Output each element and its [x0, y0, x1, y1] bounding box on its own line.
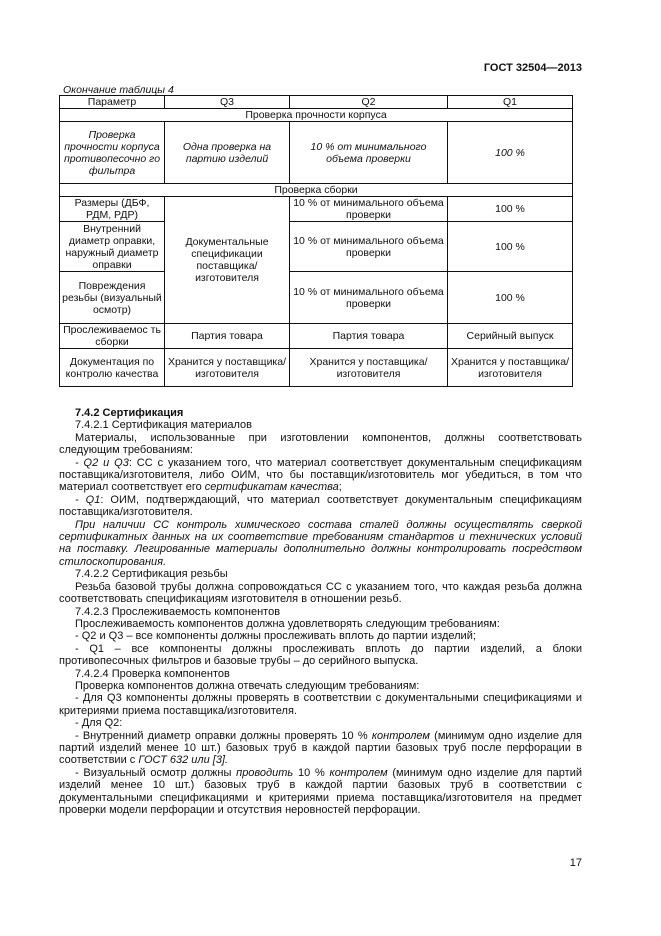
paragraph: Материалы, использованные при изготовлении компонентов, должны соответствовать следующим требованиям:: [59, 431, 582, 457]
paragraph: Прослеживаемость компонентов должна удовлетворять следующим требованиям:: [75, 617, 500, 630]
table-row: [60, 349, 573, 387]
cell-q3: Партия товара: [165, 324, 290, 349]
subsection-heading: 7.4.2.4 Проверка компонентов: [75, 667, 230, 680]
paragraph: - Для Q3 компоненты должны проверять в соответствии с документальными спецификациями и критериями приема поставщика/изготовителя.: [59, 692, 582, 717]
paragraph: Проверка компонентов должна отвечать следующим требованиям:: [75, 679, 420, 692]
cell-q2: 10 % от минимального объема проверки: [290, 222, 448, 272]
cell-q3: Хранится у поставщика/ изготовителя: [165, 349, 290, 387]
subsection-heading: 7.4.2.1 Сертификация материалов: [75, 419, 252, 432]
col-header-q3: Q3: [165, 96, 290, 109]
cell-q1: Серийный выпуск: [448, 324, 573, 349]
cell-q3: Одна проверка на партию изделий: [165, 122, 290, 184]
cell-q1: 100 %: [448, 122, 573, 184]
cell-q1: 100 %: [448, 197, 573, 222]
cell-q1: Хранится у поставщика/ изготовителя: [448, 349, 573, 387]
cell-q2: Партия товара: [290, 324, 448, 349]
cell-q2: 10 % от минимального объема проверки: [290, 197, 448, 222]
paragraph: - Q1: ОИМ, подтверждающий, что материал соответствует документальным спецификациям поставщика/изготовителя.: [59, 493, 582, 519]
subsection-heading: 7.4.2.2 Сертификация резьбы: [75, 568, 228, 581]
paragraph: - Визуальный осмотр должны проводить 10 % контролем (минимум одно изделие для партий изделий менее 10 шт.) базовых труб в каждой партии базовых труб в соответствии с документальными спецификациями и критериями приема поставщика/изготовителя на предмет проверки модели перфорации и отсутствия неровностей перфорации.: [59, 766, 583, 816]
standard-header: ГОСТ 32504—2013: [483, 62, 582, 74]
subsection-heading: 7.4.2.3 Прослеживаемость компонентов: [75, 605, 281, 618]
table-row: [60, 222, 573, 272]
paragraph: - Внутренний диаметр оправки должны проверять 10 % контролем (минимум одно изделие для партий изделий менее 10 шт.) базовых труб в каждой партии базовых труб после перфорации в соответствии с ГОСТ 632 или [3].: [59, 729, 582, 767]
cell-param: Проверка прочности корпуса противопесочно го фильтра: [60, 122, 165, 184]
cell-param: Размеры (ДБФ, РДМ, РДР): [60, 197, 165, 222]
col-header-param: Параметр: [60, 96, 165, 109]
cell-q3-assembly: Документальные спецификации поставщика/ изготовителя: [165, 197, 290, 324]
section-7-4-2: [59, 407, 582, 816]
cell-param: Внутренний диаметр оправки, наружный диаметр оправки: [60, 222, 165, 272]
cell-q2: 10 % от минимального объема проверки: [290, 122, 448, 184]
paragraph-italic: При наличии СС контроль химического состава сталей должны осуществлять сверкой сертификатных данных на их соответствие требованиям стандартов и технических условий на поставку. Легированные материалы дополнительно должны контролировать посредством стилоскопирования.: [59, 518, 582, 568]
table-caption: Окончание таблицы 4: [63, 84, 174, 96]
table-row: [60, 324, 573, 349]
cell-q1: 100 %: [448, 222, 573, 272]
table-header-row: [60, 96, 573, 109]
cell-param: Прослеживаемос ть сборки: [60, 324, 165, 349]
section-strength: Проверка прочности корпуса: [60, 109, 573, 122]
paragraph: - Q1 – все компоненты должны прослеживать вплоть до партии изделий, а блоки противопесочных фильтров и базовые трубы – до серийного выпуска.: [59, 642, 582, 668]
table-4: [59, 95, 573, 387]
cell-q1: 100 %: [448, 272, 573, 324]
table-row: [60, 197, 573, 222]
cell-q2: 10 % от минимального объема проверки: [290, 272, 448, 324]
col-header-q2: Q2: [290, 96, 448, 109]
cell-param: Документация по контролю качества: [60, 349, 165, 387]
paragraph: - Q2 и Q3 – все компоненты должны прослеживать вплоть до партии изделий;: [75, 630, 476, 643]
col-header-q1: Q1: [448, 96, 573, 109]
page-number: 17: [569, 857, 582, 869]
cell-param: Повреждения резьбы (визуальный осмотр): [60, 272, 165, 324]
section-heading: 7.4.2 Сертификация: [75, 407, 184, 419]
cell-q2: Хранится у поставщика/ изготовителя: [290, 349, 448, 387]
paragraph: - Q2 и Q3: СС с указанием того, что материал соответствует документальным спецификациям поставщика/изготовителя, либо ОИМ, что бы поставщик/изготовитель мог убедиться, в том что материал соответствует его сертификатам качества;: [59, 456, 582, 494]
paragraph: - Для Q2:: [75, 717, 123, 730]
table-row: [60, 272, 573, 324]
paragraph: Резьба базовой трубы должна сопровождаться СС с указанием того, что каждая резьба должна соответствовать спецификациям изготовителя в отношении резьб.: [59, 580, 582, 606]
table-row: [60, 122, 573, 184]
section-assembly: Проверка сборки: [60, 184, 573, 197]
